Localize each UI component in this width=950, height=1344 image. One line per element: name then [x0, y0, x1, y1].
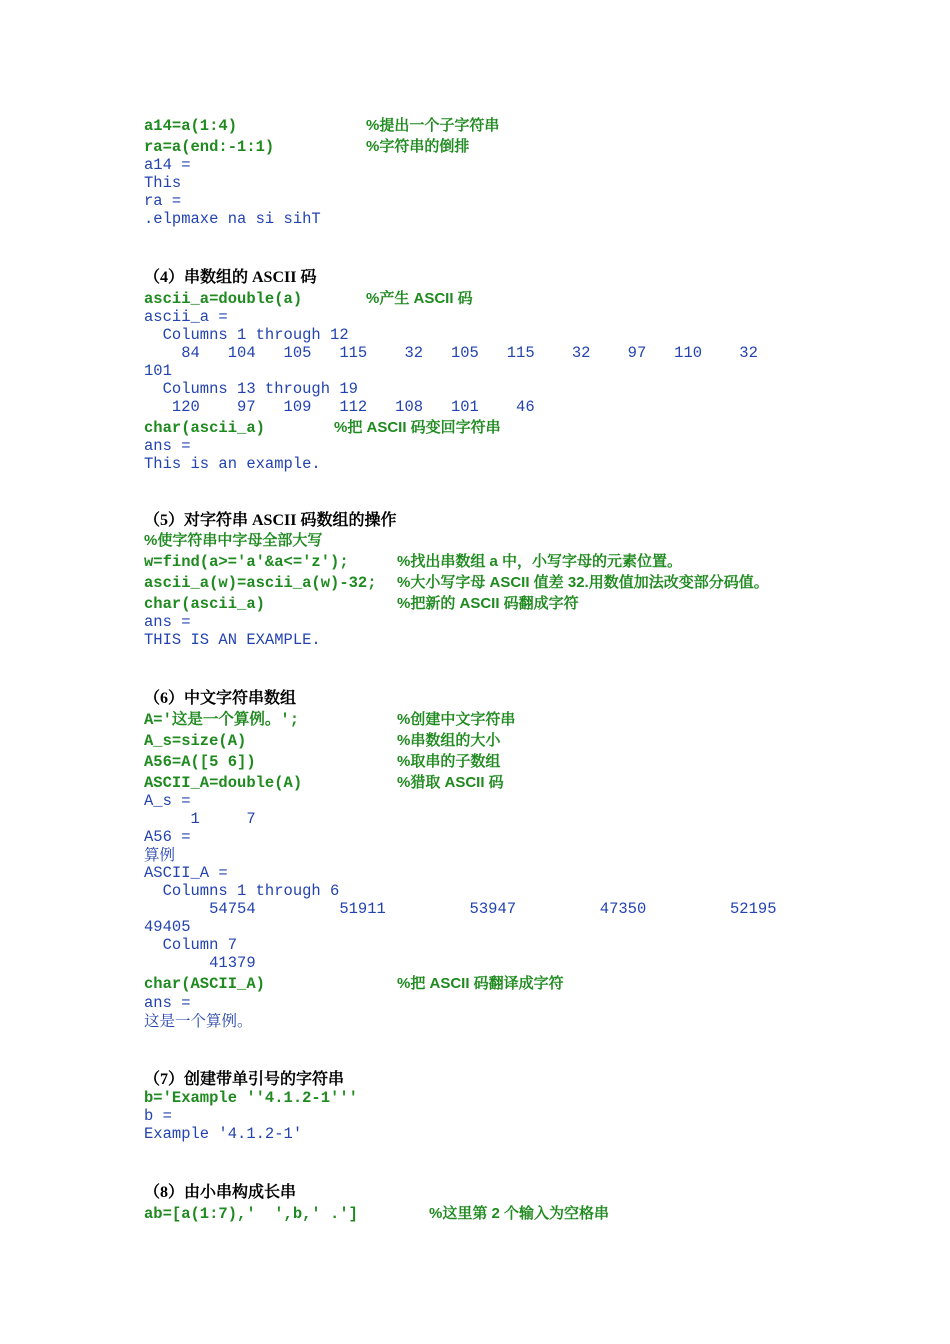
- output-line: 101: [144, 362, 172, 380]
- output-line: Columns 13 through 19: [144, 380, 358, 398]
- code-comment: %产生 ASCII 码: [366, 290, 473, 307]
- output-line: ASCII_A =: [144, 864, 228, 882]
- code-line: A='这是一个算例。';: [144, 711, 300, 729]
- output-line: Column 7: [144, 936, 238, 954]
- code-comment: %大小写字母 ASCII 值差 32.用数值加法改变部分码值。: [397, 574, 769, 591]
- code-line: ab=[a(1:7),' ',b,' .']: [144, 1205, 358, 1223]
- output-line: A56 =: [144, 828, 191, 846]
- output-line: a14 =: [144, 156, 191, 174]
- code-comment: %取串的子数组: [397, 753, 501, 770]
- output-line: 41379: [144, 954, 256, 972]
- code-line: char(ascii_a): [144, 595, 265, 613]
- code-comment: %字符串的倒排: [366, 138, 470, 155]
- code-comment: %把 ASCII 码变回字符串: [334, 419, 501, 436]
- output-line: This is an example.: [144, 455, 321, 473]
- code-line: A_s=size(A): [144, 732, 247, 750]
- code-comment: %找出串数组 a 中，小写字母的元素位置。: [397, 553, 683, 570]
- output-line: ans =: [144, 994, 191, 1012]
- output-line: 84 104 105 115 32 105 115 32 97 110 32: [144, 344, 758, 362]
- code-comment: %提出一个子字符串: [366, 117, 500, 134]
- output-line: This: [144, 174, 182, 192]
- output-line: 这是一个算例。: [144, 1013, 253, 1030]
- code-line: b='Example ''4.1.2-1''': [144, 1089, 358, 1107]
- output-line: 算例: [144, 847, 176, 864]
- output-line: 1 7: [144, 810, 256, 828]
- output-line: 120 97 109 112 108 101 46: [144, 398, 535, 416]
- code-line: ascii_a=double(a): [144, 290, 303, 308]
- code-comment: %串数组的大小: [397, 732, 501, 749]
- code-comment: %猎取 ASCII 码: [397, 774, 504, 791]
- code-line: ascii_a(w)=ascii_a(w)-32;: [144, 574, 377, 592]
- output-line: ans =: [144, 437, 191, 455]
- code-comment: %使字符串中字母全部大写: [144, 532, 323, 549]
- output-line: 54754 51911 53947 47350 52195: [144, 900, 777, 918]
- code-comment: %把新的 ASCII 码翻成字符: [397, 595, 579, 612]
- section-heading: （5）对字符串 ASCII 码数组的操作: [144, 512, 397, 529]
- section-heading: （8）由小串构成长串: [144, 1184, 297, 1201]
- output-line: ra =: [144, 192, 182, 210]
- section-heading: （7）创建带单引号的字符串: [144, 1071, 345, 1088]
- section-heading: （6）中文字符串数组: [144, 690, 297, 707]
- code-line: ra=a(end:-1:1): [144, 138, 275, 156]
- code-line: A56=A([5 6]): [144, 753, 256, 771]
- output-line: Columns 1 through 12: [144, 326, 349, 344]
- code-line: a14=a(1:4): [144, 117, 238, 135]
- output-line: THIS IS AN EXAMPLE.: [144, 631, 321, 649]
- output-line: Columns 1 through 6: [144, 882, 340, 900]
- code-line: w=find(a>='a'&a<='z');: [144, 553, 349, 571]
- code-line: ASCII_A=double(A): [144, 774, 303, 792]
- output-line: ascii_a =: [144, 308, 228, 326]
- output-line: .elpmaxe na si sihT: [144, 210, 321, 228]
- code-line: char(ascii_a): [144, 419, 265, 437]
- code-comment: %把 ASCII 码翻译成字符: [397, 975, 564, 992]
- output-line: b =: [144, 1107, 172, 1125]
- code-comment: %这里第 2 个输入为空格串: [429, 1205, 610, 1222]
- code-comment: %创建中文字符串: [397, 711, 516, 728]
- code-line: char(ASCII_A): [144, 975, 265, 993]
- output-line: ans =: [144, 613, 191, 631]
- output-line: Example '4.1.2-1': [144, 1125, 303, 1143]
- section-heading: （4）串数组的 ASCII 码: [144, 269, 317, 286]
- output-line: A_s =: [144, 792, 191, 810]
- output-line: 49405: [144, 918, 191, 936]
